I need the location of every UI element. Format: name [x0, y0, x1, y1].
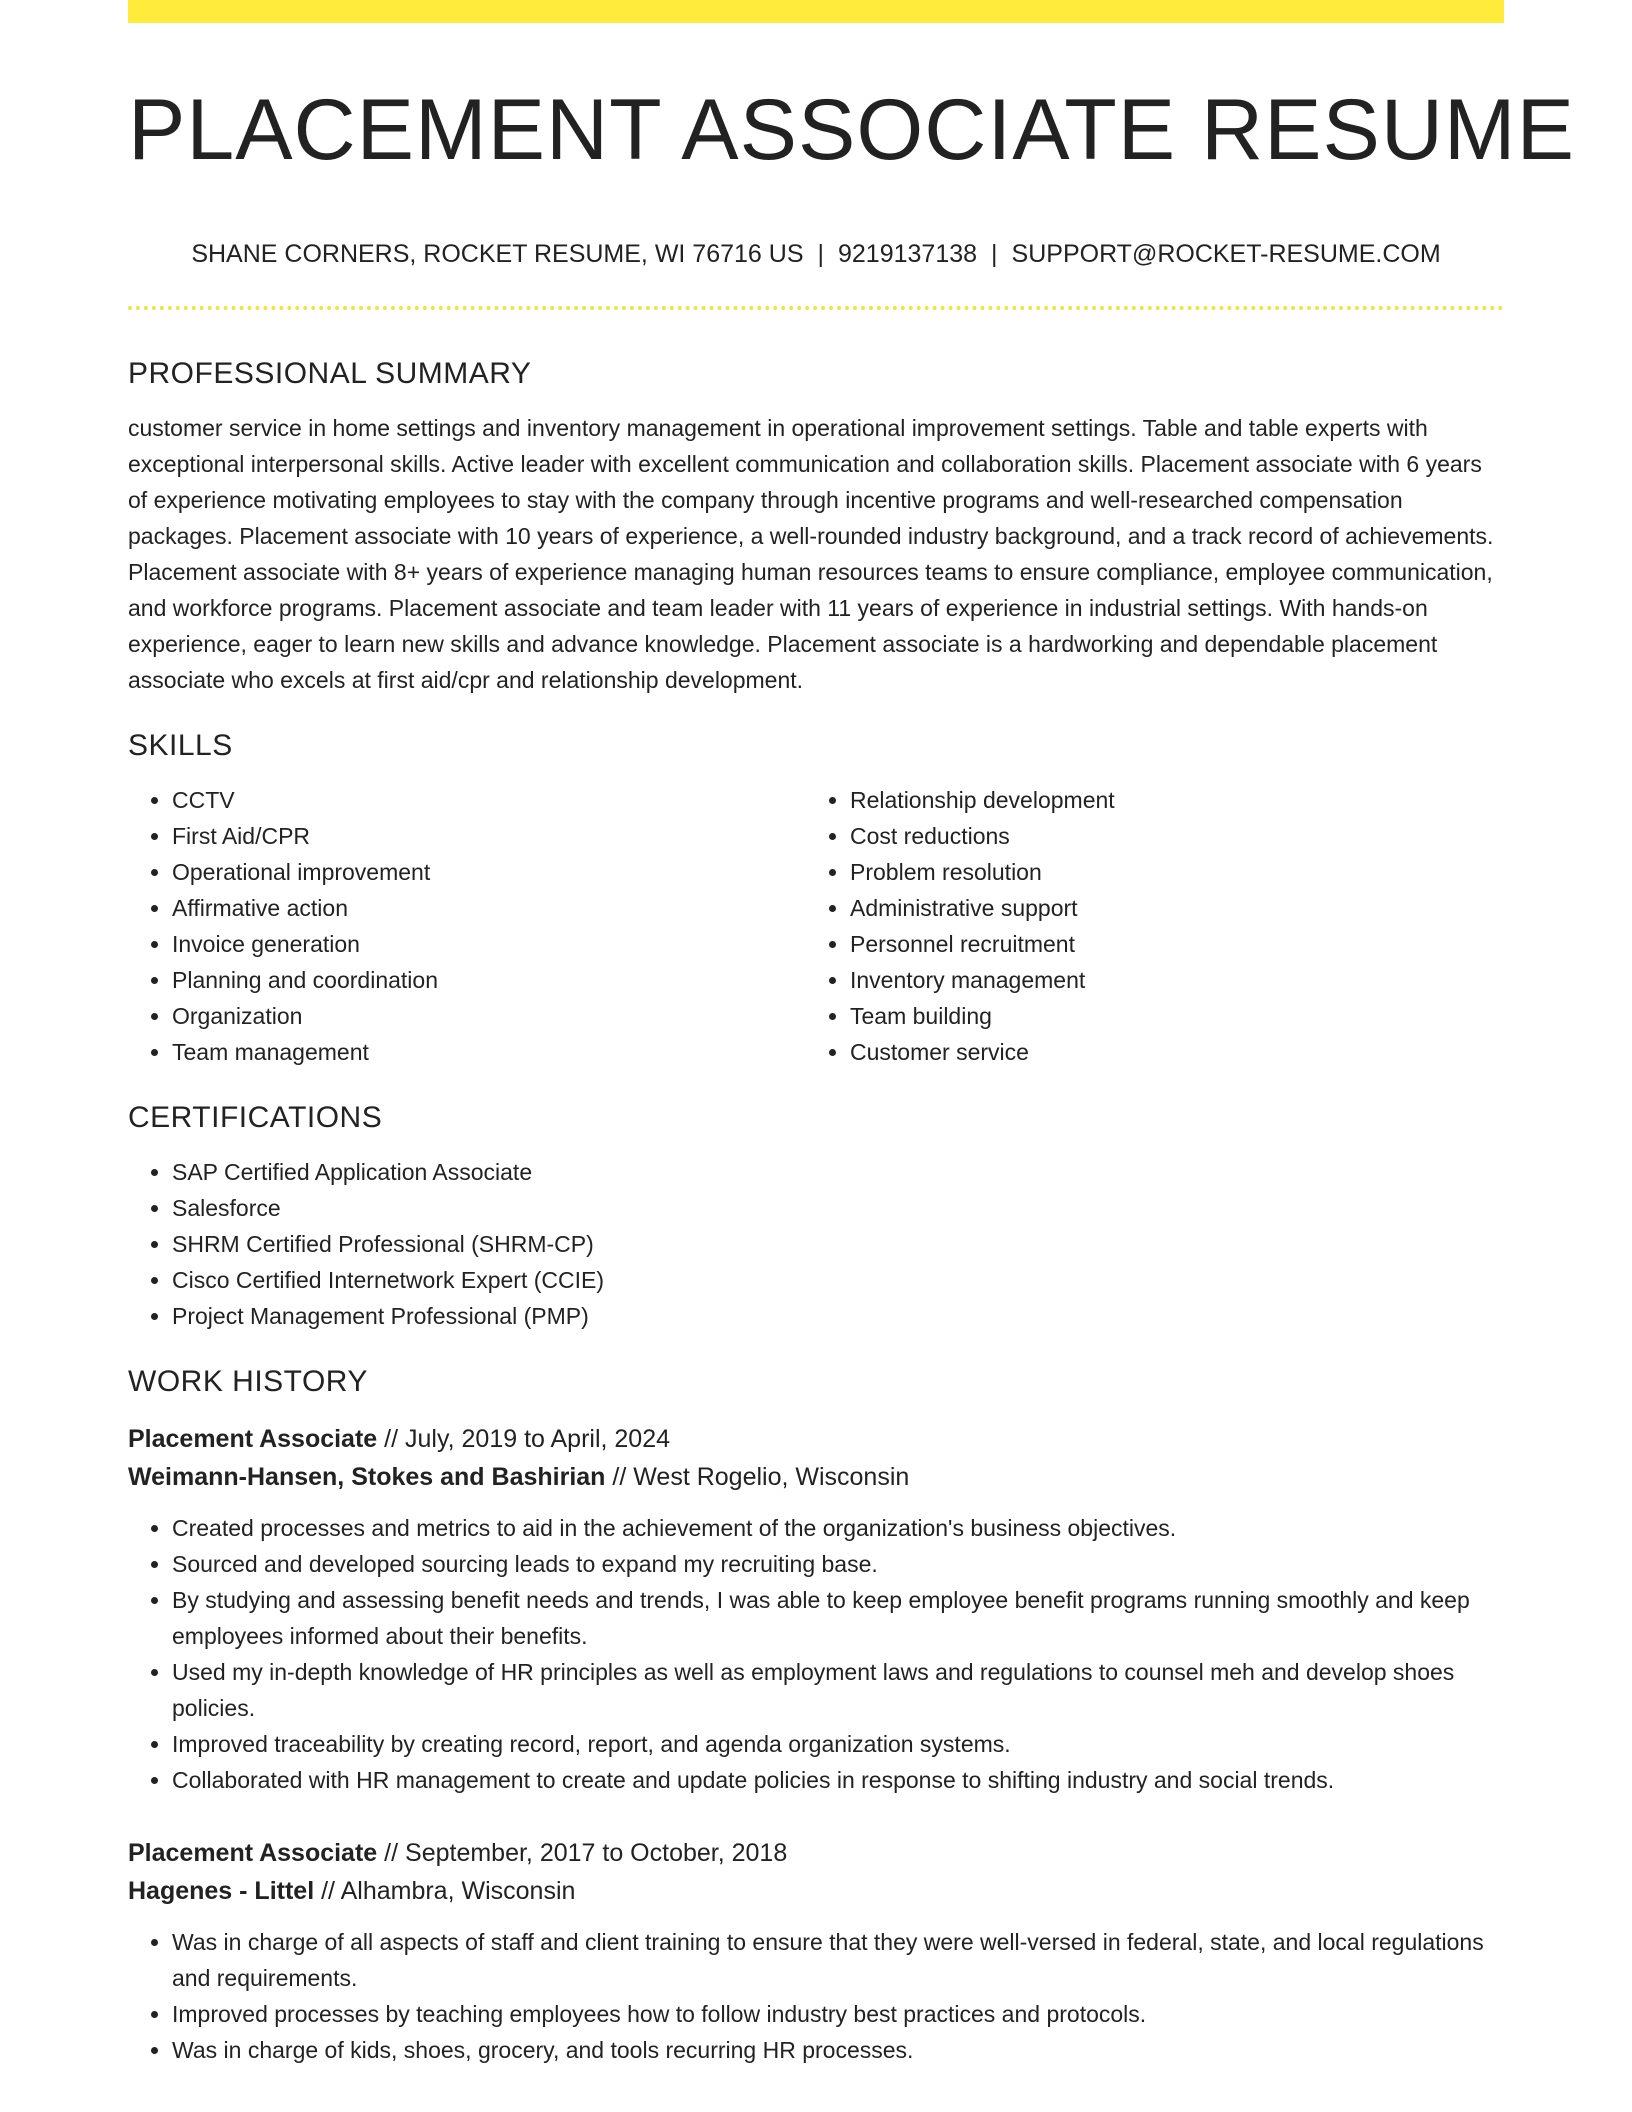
job-title-line	[128, 1420, 1504, 1458]
job-entry	[128, 1834, 1504, 2068]
job-separator: //	[612, 1463, 627, 1491]
certification-item: • Salesforce	[172, 1190, 1504, 1226]
job-location: Alhambra, Wisconsin	[340, 1877, 576, 1905]
job-location: West Rogelio, Wisconsin	[633, 1463, 910, 1491]
job-bullet: • Improved traceability by creating record, report, and agenda organization systems.	[172, 1726, 1504, 1762]
job-title: Placement Associate	[128, 1839, 378, 1867]
summary-heading: PROFESSIONAL SUMMARY	[128, 357, 532, 390]
skill-item: • Personnel recruitment	[850, 926, 1484, 962]
job-company-line	[128, 1872, 1504, 1910]
top-accent-bar	[128, 0, 1504, 23]
jobs-container	[128, 1420, 1504, 2068]
skill-item: • CCTV	[172, 782, 806, 818]
job-bullet: • Was in charge of kids, shoes, grocery, and tools recurring HR processes.	[172, 2032, 1504, 2068]
certifications-heading: CERTIFICATIONS	[128, 1101, 383, 1134]
skill-item: • Affirmative action	[172, 890, 806, 926]
skills-section	[128, 724, 1504, 1070]
certification-item: • Project Management Professional (PMP)	[172, 1298, 1504, 1334]
job-dates: July, 2019 to April, 2024	[405, 1425, 671, 1453]
certification-item: • SHRM Certified Professional (SHRM-CP)	[172, 1226, 1504, 1262]
contact-separator: |	[991, 240, 998, 268]
header-divider	[128, 306, 1504, 310]
job-separator: //	[321, 1877, 336, 1905]
skills-heading: SKILLS	[128, 729, 233, 762]
skills-list-left	[128, 782, 806, 1070]
skill-item: • Organization	[172, 998, 806, 1034]
skill-item: • Invoice generation	[172, 926, 806, 962]
job-bullet: • Created processes and metrics to aid in the achievement of the organization's business objectives.	[172, 1510, 1504, 1546]
skill-item: • Team building	[850, 998, 1484, 1034]
job-bullet: • Used my in-depth knowledge of HR principles as well as employment laws and regulations to counsel meh and develop shoes policies.	[172, 1654, 1504, 1726]
contact-email: SUPPORT@ROCKET-RESUME.COM	[1011, 240, 1441, 268]
job-company-line	[128, 1458, 1504, 1496]
work-history-heading: WORK HISTORY	[128, 1365, 368, 1398]
page-title: PLACEMENT ASSOCIATE RESUME	[128, 82, 1575, 178]
skill-item: • Problem resolution	[850, 854, 1484, 890]
job-bullet: • Sourced and developed sourcing leads to expand my recruiting base.	[172, 1546, 1504, 1582]
certification-item: • Cisco Certified Internetwork Expert (CCIE)	[172, 1262, 1504, 1298]
skills-columns	[128, 782, 1504, 1070]
skills-list-right	[806, 782, 1484, 1070]
job-entry	[128, 1420, 1504, 1798]
certification-item: • SAP Certified Application Associate	[172, 1154, 1504, 1190]
job-bullet: • Improved processes by teaching employees how to follow industry best practices and protocols.	[172, 1996, 1504, 2032]
job-company: Weimann-Hansen, Stokes and Bashirian	[128, 1463, 606, 1491]
skill-item: • Relationship development	[850, 782, 1484, 818]
contact-line	[128, 236, 1504, 272]
job-separator: //	[384, 1425, 399, 1453]
skill-item: • Team management	[172, 1034, 806, 1070]
skill-item: • Operational improvement	[172, 854, 806, 890]
work-history-section	[128, 1360, 1504, 2068]
skill-item: • Customer service	[850, 1034, 1484, 1070]
summary-section	[128, 352, 1504, 698]
skill-item: • Cost reductions	[850, 818, 1484, 854]
certifications-list	[128, 1154, 1504, 1334]
job-separator: //	[384, 1839, 399, 1867]
job-bullet: • Collaborated with HR management to create and update policies in response to shifting industry and social trends.	[172, 1762, 1504, 1798]
skill-item: • Planning and coordination	[172, 962, 806, 998]
contact-address: SHANE CORNERS, ROCKET RESUME, WI 76716 US	[191, 240, 804, 268]
skill-item: • Inventory management	[850, 962, 1484, 998]
job-bullet: • By studying and assessing benefit needs and trends, I was able to keep employee benefit programs running smoothly and keep employees informed about their benefits.	[172, 1582, 1504, 1654]
job-bullet: • Was in charge of all aspects of staff and client training to ensure that they were well-versed in federal, state, and local regulations and requirements.	[172, 1924, 1504, 1996]
contact-phone: 9219137138	[838, 240, 978, 268]
job-bullets	[128, 1924, 1504, 2068]
job-title-line	[128, 1834, 1504, 1872]
resume-content	[128, 352, 1504, 2068]
certifications-section	[128, 1096, 1504, 1334]
skill-item: • First Aid/CPR	[172, 818, 806, 854]
skills-column-right	[806, 782, 1484, 1070]
skills-column-left	[128, 782, 806, 1070]
summary-text: customer service in home settings and inventory management in operational improvement settings. Table and table experts with exceptional interpersonal skills. Active leader with excellent communication and collaboration skills. Placement associate with 6 years of experience motivating employees to stay with the company through incentive programs and well-researched compensation packages. Placement associate with 10 years of experience, a well-rounded industry background, and a track record of achievements. Placement associate with 8+ years of experience managing human resources teams to ensure compliance, employee communication, and workforce programs. Placement associate and team leader with 11 years of experience in industrial settings. With hands-on experience, eager to learn new skills and advance knowledge. Placement associate is a hardworking and dependable placement associate who excels at first aid/cpr and relationship development.	[128, 415, 1494, 693]
job-company: Hagenes - Littel	[128, 1877, 315, 1905]
job-title: Placement Associate	[128, 1425, 378, 1453]
certifications-block	[128, 1154, 1504, 1334]
contact-separator: |	[817, 240, 824, 268]
job-bullets	[128, 1510, 1504, 1798]
job-dates: September, 2017 to October, 2018	[405, 1839, 788, 1867]
skill-item: • Administrative support	[850, 890, 1484, 926]
